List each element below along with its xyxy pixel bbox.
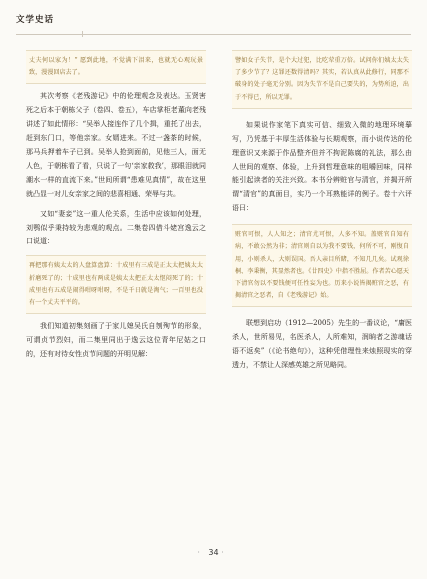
body-paragraph: 联想到启功（1912—2005）先生的一番议论，“庸医杀人，世所易见，名医杀人，人所难知，润晌者之游魂话语不返矣”（《论书绝句》），这种凭借理性来烛照现实的穿透力，不禁让人深感英雄之所见略同。 xyxy=(232,319,412,370)
footer-dots-right: · xyxy=(221,548,230,557)
page-number-footer xyxy=(0,548,427,557)
body-paragraph: 如果说作家笔下真实可信、细致入微的地理环境摹写，乃凭基于丰厚生活体验与长期观察，而小说传达的伦理意识又来源于作品整齐但并不拘泥陈腐的礼法，那么由人世间的观察、体验，上升到哲理意味的咀嚼回味，同样能引起读者的关注兴致。本书分辨赃官与清官，并揭开所谓“清官”的真面目，实乃一个耳熟能详的例子。卷十六评语曰： xyxy=(232,120,412,213)
footer-dots-left: · xyxy=(197,548,206,557)
header-divider-tick xyxy=(82,31,83,37)
body-paragraph: 其次考察《老残游记》中的伦理观念及表达。玉贤害死之后本于朝栋父子（卷四、卷五），车店掌柜老董向老残讲述了如此情形：“吴举人接连作了几个揖，重托了出去，赶到东门口，等他亲家。女婿进来。不过一盏茶的时候，那马兵押着车子已到。吴举人抢到面前，见他三人，面无人色，于朝栋看了看，只说了一句‘亲家救我’，那眼泪就同潮水一样的直流下来。”世间所谓“患难见真情”，故在这里就凸显一对儿女亲家之间的悲喜相通、荣辱与共。 xyxy=(26,92,206,198)
section-tag: 文学史话 xyxy=(16,15,55,25)
page-header xyxy=(0,0,427,44)
quote-block: 再把那有姨太太的人盘算盘算：十成里有三成是正太太把姨太太折磨死了的；十成里也有两成是姨太太把正太太怄闷死了的；十成里也有五成是闹得咁呀咁呀，不是千日就是淘气；一百里也没有一个丈夫平平的。 xyxy=(26,255,206,314)
left-column xyxy=(26,50,206,362)
body-paragraph: 我们知道初集刻画了于家儿媳吴氏自刎殉节的形象，可谓贞节烈妇，而二集里同出于逸云这位青年尼姑之口的，还有对待女性贞节问题的开明见解： xyxy=(26,322,206,358)
quote-block: 譬如女子失节，是个大过犯，比吃荤重万倍。试问你们姨太太失了多少节了？这罪还数得清吗？其实，若认真从此修行，同那不破身的处子毫无分别。因为失节不是自己要失的，为势所迫，出于不得已，所以无罪。 xyxy=(232,50,412,109)
header-divider xyxy=(16,34,411,35)
page-number: 34 xyxy=(208,548,219,557)
right-column xyxy=(232,50,412,373)
body-paragraph: 又如“妻妾”这一重人伦关系，生活中应该如何处理，刘鹗似乎秉持较为悲观的观点。二集卷四借斗姥宫逸云之口说道： xyxy=(26,209,206,246)
quote-block: 丈夫何以家为！” 愿到此地，不觉满下泪来，也就无心观玩景致，漫漫回店去了。 xyxy=(26,50,206,84)
quote-block: 赃官可恨，人人知之；清官尤可恨，人多不知。盖赃官自知有病，不敢公然为非；清官则自以为我不要钱，何所不可，刚愎自用，小则杀人，大则误国。吾人亲目所睹，不知几几矣。试观徐桐、李秉衡，其显然者也。《廿四史》中指不胜屈。作者苦心愿天下清官勿以不要钱便可任性妄为也。历来小说皆揭赃官之恶，有揭清官之恶者，自《老残游记》始。 xyxy=(232,224,412,307)
